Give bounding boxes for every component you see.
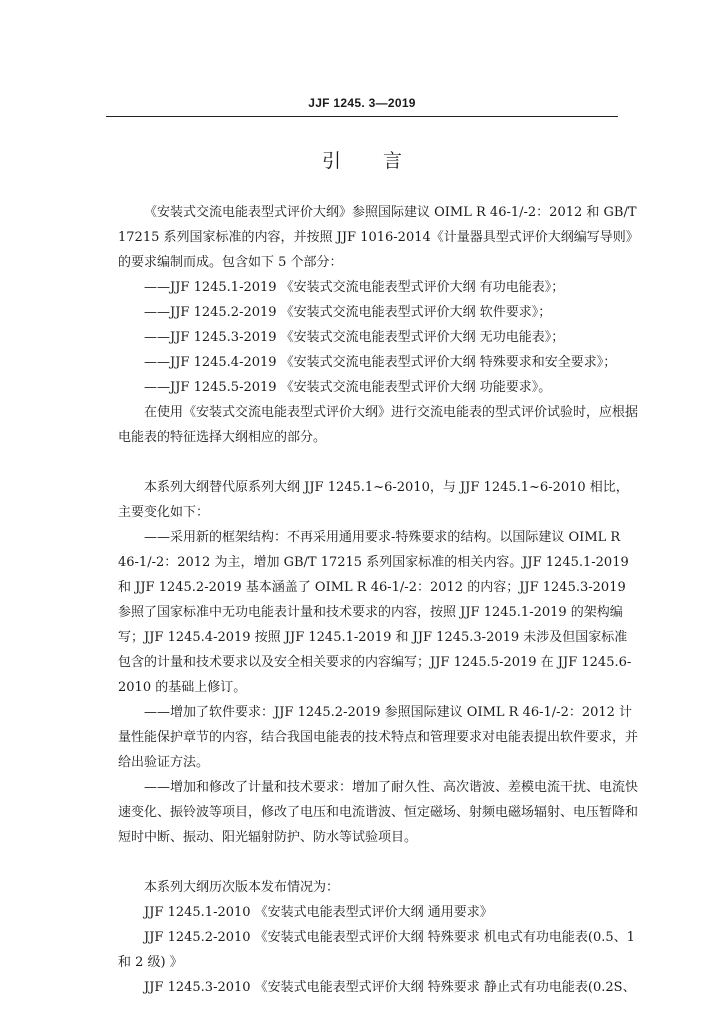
page-header-code: JJF 1245. 3—2019 <box>308 96 416 110</box>
change-item-software: ——增加了软件要求：JJF 1245.2-2019 参照国际建议 OIML R 46-1/-2：2012 计量性能保护章节的内容，结合我国电能表的技术特点和管理要求对电能表提出软件要求，并给出验证方法。 <box>118 705 639 770</box>
change-item-requirements: ——增加和修改了计量和技术要求：增加了耐久性、高次谐波、差模电流干扰、电流快速变化、振铃波等项目，修改了电压和电流谐波、恒定磁场、射频电磁场辐射、电压暂降和短时中断、振动、阳光辐射防护、防水等试验项目。 <box>118 780 639 845</box>
header-divider <box>106 116 618 117</box>
history-item-2: JJF 1245.2-2010 《安装式电能表型式评价大纲 特殊要求 机电式有功电能表(0.5、1 和 2 级) 》 <box>118 930 635 970</box>
paragraph-gap <box>118 850 638 875</box>
usage-paragraph: 在使用《安装式交流电能表型式评价大纲》进行交流电能表的型式评价试验时，应根据电能表的特征选择大纲相应的部分。 <box>118 405 639 445</box>
intro-paragraph: 《安装式交流电能表型式评价大纲》参照国际建议 OIML R 46-1/-2：2012 和 GB/T 17215 系列国家标准的内容，并按照 JJF 1016-2014《计量器具型式评价大纲编写导则》的要求编制而成。包含如下 5 个部分： <box>118 205 637 270</box>
part-item-2: ——JJF 1245.2-2019 《安装式交流电能表型式评价大纲 软件要求》； <box>144 305 552 320</box>
body-content <box>118 200 638 1000</box>
history-intro-paragraph: 本系列大纲历次版本发布情况为： <box>144 880 340 895</box>
part-item-3: ——JJF 1245.3-2019 《安装式交流电能表型式评价大纲 无功电能表》； <box>144 330 565 345</box>
part-item-5: ——JJF 1245.5-2019 《安装式交流电能表型式评价大纲 功能要求》。 <box>144 380 552 395</box>
part-item-1: ——JJF 1245.1-2019 《安装式交流电能表型式评价大纲 有功电能表》； <box>144 280 565 295</box>
history-item-1: JJF 1245.1-2010 《安装式电能表型式评价大纲 通用要求》 <box>144 905 493 920</box>
changes-intro-paragraph: 本系列大纲替代原系列大纲 JJF 1245.1~6-2010，与 JJF 1245.1~6-2010 相比，主要变化如下： <box>118 480 629 520</box>
history-item-3: JJF 1245.3-2010 《安装式电能表型式评价大纲 特殊要求 静止式有功电能表(0.2S、 <box>144 980 636 995</box>
change-item-framework: ——采用新的框架结构：不再采用通用要求-特殊要求的结构。以国际建议 OIML R 46-1/-2：2012 为主，增加 GB/T 17215 系列国家标准的相关内容。JJF 1245.1-2019 和 JJF 1245.2-2019 基本涵盖了 OIML R 46-1/-2：2012 的内容；JJF 1245.3-2019 参照了国家标准中无功电能表计量和技术要求的内容，按照 JJF 1245.1-2019 的架构编写；JJF 1245.4-2019 按照 JJF 1245.1-2019 和 JJF 1245.3-2019 未涉及但国家标准包含的计量和技术要求以及安全相关要求的内容编写；JJF 1245.5-2019 在 JJF 1245.6-2010 的基础上修订。 <box>118 530 632 695</box>
section-title: 引 言 <box>321 150 421 172</box>
paragraph-gap <box>118 450 638 475</box>
part-item-4: ——JJF 1245.4-2019 《安装式交流电能表型式评价大纲 特殊要求和安全要求》； <box>144 355 617 370</box>
